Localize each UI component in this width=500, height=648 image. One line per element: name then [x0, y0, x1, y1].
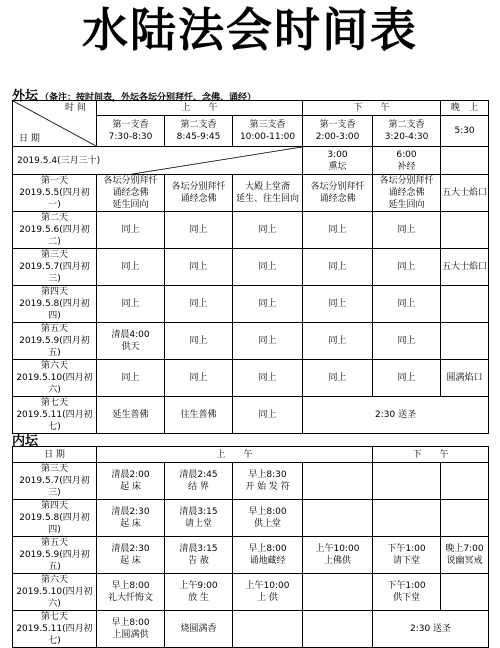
- outer-note: （备注：按时间表，外坛各坛分别拜忏、念佛、诵经）: [40, 93, 257, 103]
- schedule-cell: 2:30 送圣: [373, 611, 489, 648]
- pm-header: 下 午: [373, 447, 489, 463]
- schedule-cell: 2:30 送圣: [303, 397, 489, 434]
- table-row: [13, 360, 489, 397]
- schedule-cell: 上午9:00 放 生: [165, 574, 233, 611]
- schedule-cell: 下午1:00 供下堂: [373, 574, 441, 611]
- schedule-cell: 同上: [165, 360, 233, 397]
- date-cell: 第三天 2019.5.7(四月初三): [13, 249, 97, 286]
- date-cell: 第二天 2019.5.6(四月初二): [13, 212, 97, 249]
- date-cell: 第六天 2019.5.10(四月初六): [13, 574, 97, 611]
- inner-heading: 内坛: [12, 434, 39, 449]
- schedule-cell: 同上: [165, 323, 233, 360]
- schedule-cell: [441, 463, 489, 500]
- schedule-cell: [303, 500, 373, 537]
- schedule-cell: 五大士焰口: [441, 175, 489, 212]
- schedule-cell: 各坛分别拜忏 诵经念佛 延生回向: [97, 175, 165, 212]
- schedule-cell: 同上: [233, 212, 303, 249]
- date-cell: 第四天 2019.5.8(四月初四): [13, 286, 97, 323]
- table-row: [13, 212, 489, 249]
- schedule-cell: 各坛分别拜忏 诵经念佛 延生回向: [373, 175, 441, 212]
- schedule-cell: 早上8:30 开 始 发 符: [233, 463, 303, 500]
- schedule-cell: 五大士焰口: [441, 249, 489, 286]
- schedule-cell: 同上: [97, 360, 165, 397]
- corner-header: [13, 101, 97, 147]
- schedule-cell: [441, 500, 489, 537]
- schedule-cell: 同上: [303, 323, 373, 360]
- pm-header: 下 午: [303, 101, 441, 116]
- schedule-cell: 圆满焰口: [441, 360, 489, 397]
- table-row: [13, 537, 489, 574]
- schedule-cell: 清晨2:45 结 界: [165, 463, 233, 500]
- schedule-cell: 烧圆满香: [165, 611, 233, 648]
- schedule-cell: [303, 574, 373, 611]
- schedule-cell: 清晨2:30 起 床: [97, 500, 165, 537]
- table-row: [13, 463, 489, 500]
- schedule-cell: 下午1:00 请下堂: [373, 537, 441, 574]
- slot-header: 第一支香 7:30-8:30: [97, 116, 165, 147]
- schedule-cell: 清晨2:00 起 床: [97, 463, 165, 500]
- schedule-cell: [373, 463, 441, 500]
- schedule-cell: [303, 611, 373, 648]
- schedule-cell: 晚上7:00 说幽冥戒: [441, 537, 489, 574]
- schedule-cell: 同上: [303, 249, 373, 286]
- schedule-cell: 早上8:00 上圆满供: [97, 611, 165, 648]
- schedule-cell: 3:00 熏坛: [303, 147, 373, 175]
- schedule-cell: 清晨3:15 告 赦: [165, 537, 233, 574]
- schedule-cell: 早上8:00 供上堂: [233, 500, 303, 537]
- schedule-cell: [441, 147, 489, 175]
- schedule-cell: 同上: [97, 286, 165, 323]
- schedule-cell: 各坛分别拜忏 诵经念佛: [303, 175, 373, 212]
- date-cell: 第五天 2019.5.9(四月初五): [13, 537, 97, 574]
- date-cell: 第三天 2019.5.7(四月初三): [13, 463, 97, 500]
- table-row: [13, 500, 489, 537]
- schedule-cell: 同上: [233, 323, 303, 360]
- corner-date-label: 日 期: [19, 134, 40, 144]
- date-cell: 第七天 2019.5.11(四月初七): [13, 611, 97, 648]
- date-header: 日 期: [13, 447, 97, 463]
- schedule-cell: 往生普佛: [165, 397, 233, 434]
- eve-header: 晚 上: [441, 101, 489, 116]
- schedule-cell: 6:00 补经: [373, 147, 441, 175]
- slot-header: 5:30: [441, 116, 489, 147]
- schedule-cell: 清晨3:15 请上堂: [165, 500, 233, 537]
- date-cell: 第六天 2019.5.10(四月初六): [13, 360, 97, 397]
- slot-header: 第三支香 10:00-11:00: [233, 116, 303, 147]
- schedule-cell: [303, 463, 373, 500]
- slot-header: 第一支香 2:00-3:00: [303, 116, 373, 147]
- schedule-cell: 同上: [97, 249, 165, 286]
- table-row: [13, 323, 489, 360]
- page-title: 水陆法会时间表: [82, 3, 418, 57]
- schedule-cell: 同上: [373, 212, 441, 249]
- schedule-cell: 同上: [165, 212, 233, 249]
- outer-schedule-table: [12, 100, 489, 434]
- schedule-cell: 同上: [233, 286, 303, 323]
- date-cell: 第五天 2019.5.9(四月初五): [13, 323, 97, 360]
- schedule-cell: 延生普佛: [97, 397, 165, 434]
- date-cell: 第一天 2019.5.5(四月初一): [13, 175, 97, 212]
- pre-day-date: 2019.5.4(三月三十): [17, 156, 101, 166]
- schedule-cell: 同上: [233, 397, 303, 434]
- schedule-cell: 早上8:00 礼大忏悔文: [97, 574, 165, 611]
- outer-heading: 外坛: [12, 89, 39, 104]
- inner-schedule-table: [12, 446, 489, 648]
- schedule-cell: [373, 500, 441, 537]
- schedule-cell: [441, 323, 489, 360]
- am-header: 上 午: [97, 101, 303, 116]
- schedule-cell: 上午10:00 上佛供: [303, 537, 373, 574]
- schedule-cell: 同上: [97, 212, 165, 249]
- pre-day-row: [13, 147, 303, 175]
- schedule-cell: 同上: [373, 249, 441, 286]
- am-header: 上 午: [97, 447, 373, 463]
- schedule-cell: 各坛分别拜忏 诵经念佛: [165, 175, 233, 212]
- schedule-cell: [233, 611, 303, 648]
- schedule-cell: 清晨2:30 起 床: [97, 537, 165, 574]
- date-cell: 第七天 2019.5.11(四月初七): [13, 397, 97, 434]
- table-row: [13, 175, 489, 212]
- schedule-cell: [441, 574, 489, 611]
- schedule-cell: 大殿上堂斋 延生、往生回向: [233, 175, 303, 212]
- schedule-cell: [441, 212, 489, 249]
- table-row: [13, 574, 489, 611]
- schedule-cell: 早上8:00 诵地藏经: [233, 537, 303, 574]
- schedule-cell: 同上: [303, 360, 373, 397]
- schedule-cell: 上午10:00 上 供: [233, 574, 303, 611]
- schedule-cell: 同上: [303, 286, 373, 323]
- schedule-cell: 同上: [303, 212, 373, 249]
- slot-header: 第二支香 3:20-4:30: [373, 116, 441, 147]
- schedule-cell: 同上: [373, 360, 441, 397]
- slot-header: 第二支香 8:45-9:45: [165, 116, 233, 147]
- schedule-cell: 清晨4:00 供天: [97, 323, 165, 360]
- schedule-cell: [441, 286, 489, 323]
- schedule-cell: 同上: [165, 249, 233, 286]
- table-row: [13, 286, 489, 323]
- schedule-cell: 同上: [373, 286, 441, 323]
- schedule-cell: 同上: [233, 360, 303, 397]
- schedule-cell: 同上: [233, 249, 303, 286]
- schedule-cell: 同上: [165, 286, 233, 323]
- table-row: [13, 249, 489, 286]
- schedule-cell: 同上: [373, 323, 441, 360]
- corner-time-label: 时 间: [65, 103, 86, 113]
- date-cell: 第四天 2019.5.8(四月初四): [13, 500, 97, 537]
